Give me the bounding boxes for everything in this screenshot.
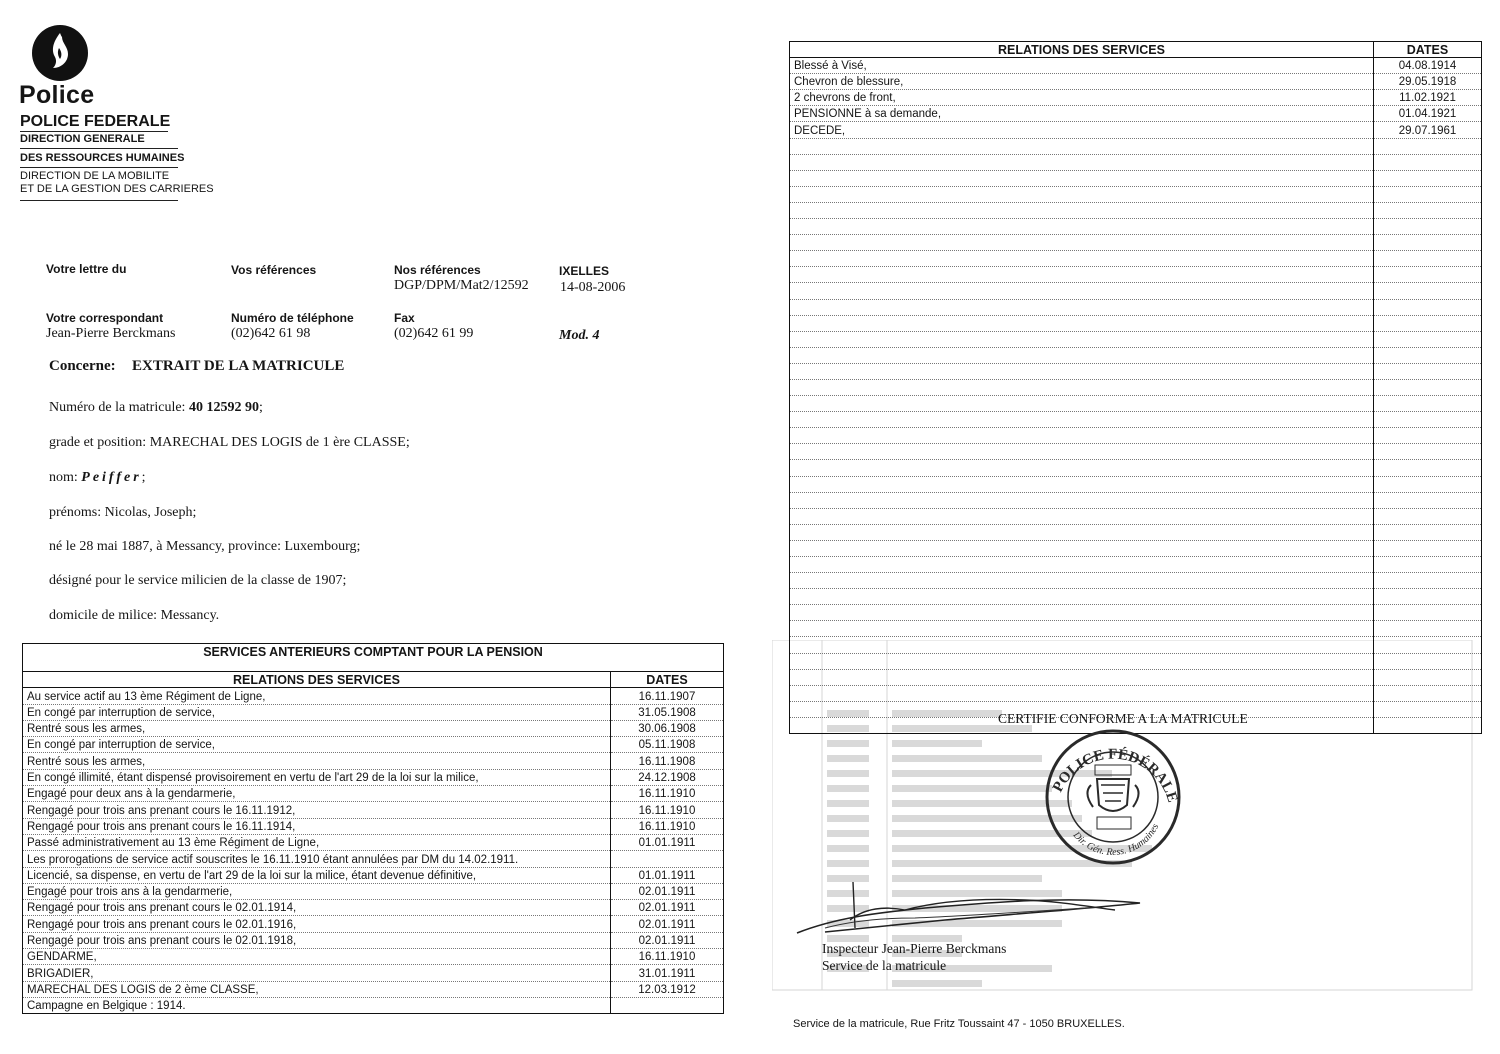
service-relation-cell: Au service actif au 13 ème Régiment de Ligne, — [23, 688, 611, 704]
fax-label: Fax — [394, 311, 415, 325]
blank-cell — [1374, 573, 1482, 589]
relation-cell: Chevron de blessure, — [790, 74, 1374, 90]
relations-table — [789, 41, 1482, 734]
org-divider — [20, 167, 178, 168]
blank-table-row — [790, 508, 1482, 524]
col-dates-header: DATES — [611, 672, 724, 688]
domicile-line: domicile de milice: Messancy. — [49, 608, 220, 623]
nom-line — [49, 470, 146, 486]
relation-date-cell: 11.02.1921 — [1374, 90, 1482, 106]
table-row — [23, 932, 724, 948]
brand-police: Police — [19, 81, 95, 109]
blank-table-row — [790, 621, 1482, 637]
service-date-cell: 02.01.1911 — [611, 883, 724, 899]
service-date-cell: 02.01.1911 — [611, 900, 724, 916]
blank-cell — [790, 573, 1374, 589]
table-row — [790, 58, 1482, 74]
nos-references-label: Nos références — [394, 263, 481, 277]
date: 14-08-2006 — [560, 280, 626, 295]
relation-cell: 2 chevrons de front, — [790, 90, 1374, 106]
blank-cell — [790, 251, 1374, 267]
blank-table-row — [790, 170, 1482, 186]
blank-cell — [1374, 331, 1482, 347]
service-date-cell: 16.11.1910 — [611, 818, 724, 834]
blank-cell — [1374, 685, 1482, 701]
blank-table-row — [790, 235, 1482, 251]
blank-table-row — [790, 605, 1482, 621]
org-divider — [20, 200, 178, 201]
service-relation-cell: Rengagé pour trois ans prenant cours le 02.01.1918, — [23, 932, 611, 948]
blank-table-row — [790, 653, 1482, 669]
blank-table-row — [790, 299, 1482, 315]
blank-cell — [1374, 492, 1482, 508]
service-relation-cell: En congé par interruption de service, — [23, 737, 611, 753]
relation-cell: DECEDE, — [790, 122, 1374, 138]
blank-table-row — [790, 331, 1482, 347]
blank-cell — [1374, 219, 1482, 235]
nos-references-value: DGP/DPM/Mat2/12592 — [394, 278, 529, 293]
relation-date-cell: 01.04.1921 — [1374, 106, 1482, 122]
blank-table-row — [790, 315, 1482, 331]
blank-cell — [1374, 283, 1482, 299]
blank-cell — [790, 379, 1374, 395]
blank-table-row — [790, 347, 1482, 363]
table-row — [23, 720, 724, 736]
service-date-cell: 01.01.1911 — [611, 834, 724, 850]
blank-cell — [1374, 154, 1482, 170]
blank-cell — [1374, 428, 1482, 444]
blank-table-row — [790, 219, 1482, 235]
grade-line: grade et position: MARECHAL DES LOGIS de 1 ère CLASSE; — [49, 435, 410, 450]
service-relation-cell: Rengagé pour trois ans prenant cours le 02.01.1914, — [23, 900, 611, 916]
blank-cell — [790, 428, 1374, 444]
certification-title: CERTIFIE CONFORME A LA MATRICULE — [998, 711, 1248, 726]
blank-cell — [1374, 299, 1482, 315]
service-date-cell: 16.11.1910 — [611, 949, 724, 965]
blank-cell — [790, 186, 1374, 202]
blank-cell — [790, 589, 1374, 605]
blank-table-row — [790, 444, 1482, 460]
relation-cell: PENSIONNE à sa demande, — [790, 106, 1374, 122]
blank-table-row — [790, 460, 1482, 476]
service-relation-cell: Rentré sous les armes, — [23, 720, 611, 736]
blank-cell — [1374, 251, 1482, 267]
service-date-cell: 12.03.1912 — [611, 981, 724, 997]
table-row — [23, 769, 724, 785]
blank-table-row — [790, 138, 1482, 154]
svg-text:Dir. Gén. Ress. Humaines: Dir. Gén. Ress. Humaines — [1070, 822, 1162, 859]
blank-table-row — [790, 412, 1482, 428]
blank-cell — [1374, 170, 1482, 186]
blank-cell — [790, 508, 1374, 524]
blank-cell — [1374, 379, 1482, 395]
blank-cell — [1374, 524, 1482, 540]
blank-cell — [1374, 621, 1482, 637]
nom-value: Peiffer — [81, 470, 142, 485]
blank-cell — [790, 170, 1374, 186]
service-relation-cell: Rengagé pour trois ans prenant cours le 16.11.1914, — [23, 818, 611, 834]
table-row — [23, 949, 724, 965]
blank-cell — [1374, 186, 1482, 202]
service-relation-cell: Passé administrativement au 13 ème Régiment de Ligne, — [23, 834, 611, 850]
blank-table-row — [790, 573, 1482, 589]
service-date-cell — [611, 997, 724, 1013]
subject-value: EXTRAIT DE LA MATRICULE — [132, 358, 345, 374]
model-number: Mod. 4 — [559, 328, 600, 343]
blank-table-row — [790, 428, 1482, 444]
service-relation-cell: Engagé pour trois ans à la gendarmerie, — [23, 883, 611, 899]
blank-cell — [1374, 589, 1482, 605]
blank-cell — [1374, 717, 1482, 733]
service-date-cell: 16.11.1907 — [611, 688, 724, 704]
table-row — [23, 818, 724, 834]
blank-cell — [790, 154, 1374, 170]
nom-end: ; — [141, 470, 146, 485]
relation-date-cell: 29.07.1961 — [1374, 122, 1482, 138]
blank-cell — [790, 396, 1374, 412]
table-row — [23, 965, 724, 981]
telephone-label: Numéro de téléphone — [231, 311, 354, 325]
votre-lettre-label: Votre lettre du — [46, 262, 127, 276]
table-row — [23, 834, 724, 850]
table-row — [23, 900, 724, 916]
table-row — [790, 90, 1482, 106]
signatory-name: Inspecteur Jean-Pierre Berckmans — [822, 941, 1007, 956]
table-row — [23, 997, 724, 1013]
blank-table-row — [790, 540, 1482, 556]
relation-cell: Blessé à Visé, — [790, 58, 1374, 74]
subject-label: Concerne: — [49, 358, 116, 374]
blank-cell — [790, 331, 1374, 347]
blank-cell — [790, 557, 1374, 573]
blank-cell — [790, 637, 1374, 653]
blank-cell — [1374, 508, 1482, 524]
blank-table-row — [790, 379, 1482, 395]
blank-cell — [1374, 701, 1482, 717]
blank-cell — [790, 524, 1374, 540]
blank-cell — [790, 653, 1374, 669]
service-date-cell: 16.11.1910 — [611, 802, 724, 818]
blank-table-row — [790, 267, 1482, 283]
blank-table-row — [790, 492, 1482, 508]
police-flame-logo-icon — [31, 24, 89, 82]
blank-cell — [790, 283, 1374, 299]
matricule-value: 40 12592 90 — [188, 400, 259, 415]
service-date-cell: 31.05.1908 — [611, 704, 724, 720]
blank-cell — [790, 669, 1374, 685]
correspondant-label: Votre correspondant — [46, 311, 164, 325]
service-relation-cell: En congé illimité, étant dispensé provisoirement en vertu de l'art 29 de la loi sur la milice, — [23, 769, 611, 785]
correspondant-value: Jean-Pierre Berckmans — [46, 326, 176, 341]
service-relation-cell: MARECHAL DES LOGIS de 2 ème CLASSE, — [23, 981, 611, 997]
svg-text:POLICE FÉDÉRALE: POLICE FÉDÉRALE — [1049, 746, 1181, 805]
signature-icon — [795, 878, 1160, 938]
table-row — [790, 74, 1482, 90]
service-date-cell: 01.01.1911 — [611, 867, 724, 883]
footer-address: Service de la matricule, Rue Fritz Toussaint 47 - 1050 BRUXELLES. — [793, 1018, 1125, 1030]
blank-cell — [1374, 267, 1482, 283]
service-relation-cell: Licencié, sa dispense, en vertu de l'art 29 de la loi sur la milice, étant devenue définitive, — [23, 867, 611, 883]
police-federale-stamp-icon — [1043, 727, 1183, 867]
blank-table-row — [790, 202, 1482, 218]
blank-cell — [1374, 138, 1482, 154]
blank-table-row — [790, 637, 1482, 653]
blank-cell — [1374, 540, 1482, 556]
blank-cell — [1374, 235, 1482, 251]
blank-cell — [790, 235, 1374, 251]
fax-value: (02)642 61 99 — [394, 326, 474, 341]
table-row — [23, 802, 724, 818]
service-date-cell — [611, 851, 724, 867]
blank-table-row — [790, 589, 1482, 605]
matricule-label: Numéro de la matricule: — [49, 400, 186, 415]
relation-date-cell: 29.05.1918 — [1374, 74, 1482, 90]
prenoms-line: prénoms: Nicolas, Joseph; — [49, 505, 197, 520]
blank-table-row — [790, 524, 1482, 540]
telephone-value: (02)642 61 98 — [231, 326, 311, 341]
blank-cell — [790, 492, 1374, 508]
blank-cell — [790, 621, 1374, 637]
blank-cell — [1374, 363, 1482, 379]
table-row — [23, 916, 724, 932]
blank-cell — [790, 315, 1374, 331]
service-relation-cell: Rengagé pour trois ans prenant cours le 16.11.1912, — [23, 802, 611, 818]
blank-cell — [1374, 396, 1482, 412]
service-date-cell: 24.12.1908 — [611, 769, 724, 785]
blank-cell — [1374, 202, 1482, 218]
blank-cell — [1374, 637, 1482, 653]
col-dates-header: DATES — [1374, 42, 1482, 58]
blank-cell — [790, 540, 1374, 556]
blank-table-row — [790, 186, 1482, 202]
service-relation-cell: Les prorogations de service actif souscrites le 16.11.1910 étant annulées par DM du 14.02.1911. — [23, 851, 611, 867]
birth-line: né le 28 mai 1887, à Messancy, province: Luxembourg; — [49, 539, 361, 554]
service-date-cell: 02.01.1911 — [611, 932, 724, 948]
org-divider — [20, 131, 168, 132]
org-line-4: ET DE LA GESTION DES CARRIERES — [20, 183, 214, 195]
table-row — [23, 786, 724, 802]
table-row — [23, 688, 724, 704]
blank-cell — [790, 476, 1374, 492]
place: IXELLES — [559, 264, 610, 278]
service-date-cell: 16.11.1910 — [611, 786, 724, 802]
service-date-cell: 02.01.1911 — [611, 916, 724, 932]
table-row — [23, 737, 724, 753]
table-row — [23, 883, 724, 899]
blank-table-row — [790, 251, 1482, 267]
blank-cell — [1374, 460, 1482, 476]
blank-table-row — [790, 669, 1482, 685]
table-row — [23, 704, 724, 720]
service-relation-cell: Rentré sous les armes, — [23, 753, 611, 769]
col-relations-header: RELATIONS DES SERVICES — [23, 672, 611, 688]
org-divider — [20, 148, 178, 149]
matricule-line — [49, 400, 263, 416]
blank-cell — [1374, 412, 1482, 428]
blank-cell — [790, 363, 1374, 379]
blank-cell — [1374, 669, 1482, 685]
services-table-title: SERVICES ANTERIEURS COMPTANT POUR LA PENSION — [23, 644, 724, 672]
services-table-title-row — [23, 644, 724, 672]
table-row — [23, 753, 724, 769]
nom-label: nom: — [49, 470, 78, 485]
org-name: POLICE FEDERALE — [20, 113, 171, 130]
designation-line: désigné pour le service milicien de la classe de 1907; — [49, 573, 347, 588]
blank-cell — [790, 605, 1374, 621]
table-row — [23, 867, 724, 883]
blank-cell — [1374, 605, 1482, 621]
blank-cell — [1374, 347, 1482, 363]
table-row — [790, 106, 1482, 122]
blank-cell — [1374, 557, 1482, 573]
services-table-header-row — [23, 672, 724, 688]
org-line-1: DIRECTION GENERALE — [20, 133, 145, 145]
blank-cell — [790, 267, 1374, 283]
service-date-cell: 31.01.1911 — [611, 965, 724, 981]
relation-date-cell: 04.08.1914 — [1374, 58, 1482, 74]
blank-cell — [790, 460, 1374, 476]
blank-cell — [790, 685, 1374, 701]
blank-cell — [790, 299, 1374, 315]
blank-table-row — [790, 557, 1482, 573]
blank-cell — [790, 219, 1374, 235]
service-date-cell: 30.06.1908 — [611, 720, 724, 736]
table-row — [23, 981, 724, 997]
blank-table-row — [790, 476, 1482, 492]
service-relation-cell: GENDARME, — [23, 949, 611, 965]
service-relation-cell: Rengagé pour trois ans prenant cours le 02.01.1916, — [23, 916, 611, 932]
service-date-cell: 16.11.1908 — [611, 753, 724, 769]
blank-table-row — [790, 283, 1482, 299]
vos-references-label: Vos références — [231, 263, 317, 277]
service-relation-cell: Campagne en Belgique : 1914. — [23, 997, 611, 1013]
col-relations-header: RELATIONS DES SERVICES — [790, 42, 1374, 58]
table-row — [23, 851, 724, 867]
service-relation-cell: En congé par interruption de service, — [23, 704, 611, 720]
blank-cell — [790, 202, 1374, 218]
blank-cell — [1374, 653, 1482, 669]
relations-table-header-row — [790, 42, 1482, 58]
service-relation-cell: Engagé pour deux ans à la gendarmerie, — [23, 786, 611, 802]
blank-table-row — [790, 396, 1482, 412]
org-line-2: DES RESSOURCES HUMAINES — [20, 152, 185, 164]
blank-table-row — [790, 363, 1482, 379]
blank-table-row — [790, 154, 1482, 170]
blank-cell — [790, 138, 1374, 154]
blank-cell — [1374, 315, 1482, 331]
signatory-service: Service de la matricule — [822, 958, 947, 973]
matricule-end: ; — [258, 400, 263, 415]
blank-cell — [790, 444, 1374, 460]
table-row — [790, 122, 1482, 138]
service-relation-cell: BRIGADIER, — [23, 965, 611, 981]
blank-cell — [790, 412, 1374, 428]
org-line-3: DIRECTION DE LA MOBILITE — [20, 170, 170, 182]
blank-cell — [790, 347, 1374, 363]
service-date-cell: 05.11.1908 — [611, 737, 724, 753]
blank-cell — [1374, 444, 1482, 460]
services-table — [22, 643, 724, 1014]
blank-cell — [1374, 476, 1482, 492]
blank-table-row — [790, 685, 1482, 701]
